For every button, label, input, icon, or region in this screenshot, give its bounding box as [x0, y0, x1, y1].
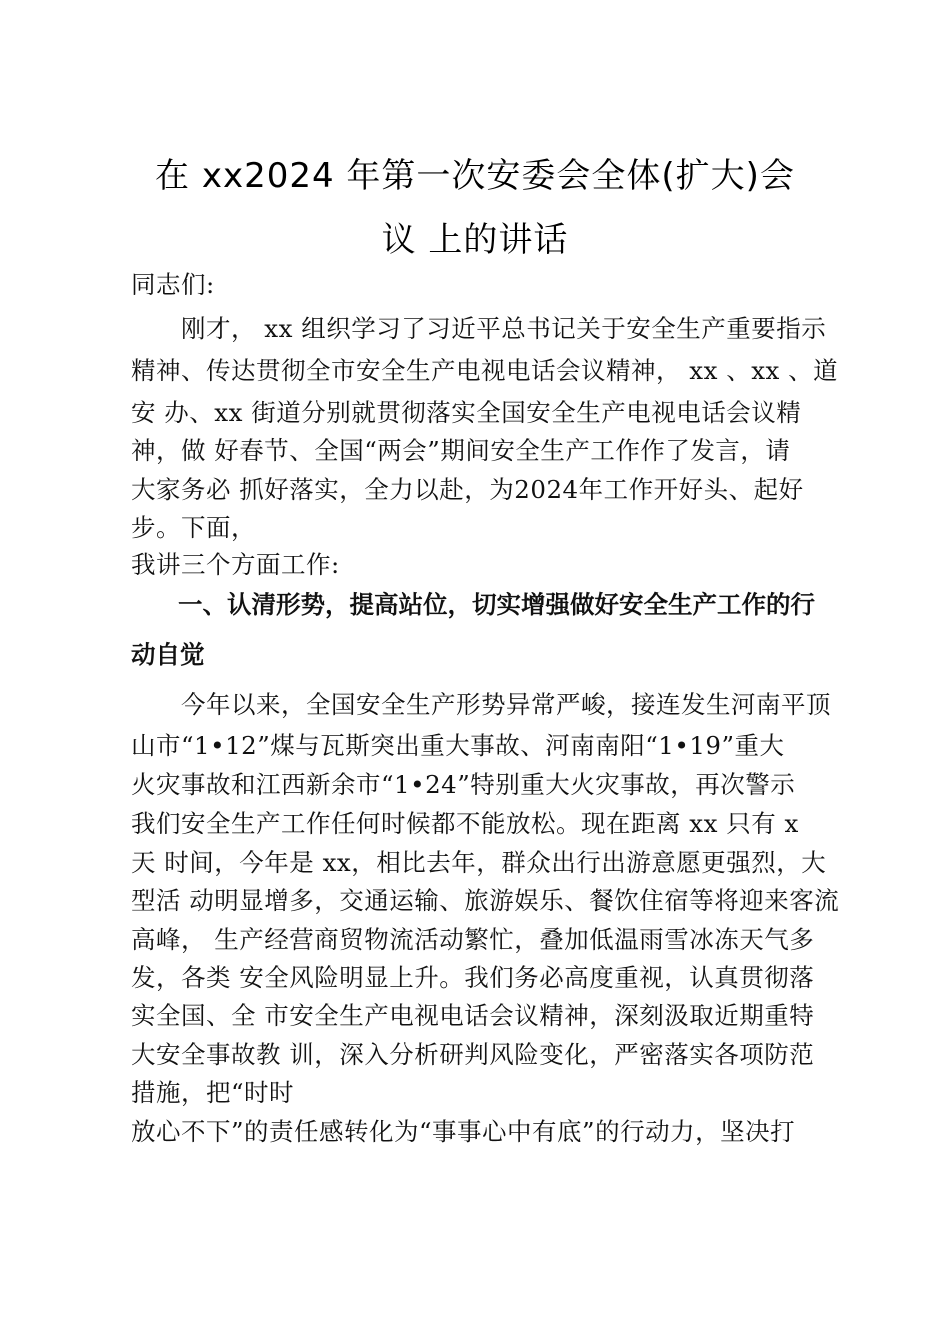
- section-heading-line-1: 一、认清形势，提高站位，切实增强做好安全生产工作的行: [178, 590, 815, 619]
- paragraph-1-line: 刚才， xx 组织学习了习近平总书记关于安全生产重要指示: [181, 314, 827, 343]
- paragraph-2-line: 山市“1•12”煤与瓦斯突出重大事故、河南南阳“1•19”重大: [131, 731, 785, 760]
- paragraph-2-line: 措施，把“时时: [131, 1078, 295, 1107]
- paragraph-2-line: 火灾事故和江西新余市“1•24”特别重大火灾事故，再次警示: [131, 770, 796, 799]
- paragraph-2-line: 发，各类 安全风险明显上升。我们务必高度重视，认真贯彻落: [131, 963, 815, 992]
- paragraph-2-line: 今年以来，全国安全生产形势异常严峻，接连发生河南平顶: [181, 690, 831, 719]
- paragraph-2-line: 高峰， 生产经营商贸物流活动繁忙，叠加低温雨雪冰冻天气多: [131, 925, 815, 954]
- paragraph-2-line: 天 时间，今年是 xx，相比去年，群众出行出游意愿更强烈，大: [131, 848, 827, 877]
- document-title-line-1: 在 xx2024 年第一次安委会全体(扩大)会: [155, 156, 795, 196]
- paragraph-1-line: 步。下面，: [131, 513, 256, 542]
- paragraph-1-line: 神，做 好春节、全国“两会”期间安全生产工作作了发言，请: [131, 436, 791, 465]
- paragraph-1-line: 我讲三个方面工作:: [131, 550, 340, 579]
- salutation: 同志们:: [131, 270, 215, 299]
- paragraph-2-line: 放心不下”的责任感转化为“事事心中有底”的行动力，坚决打: [131, 1117, 796, 1146]
- paragraph-2-line: 我们安全生产工作任何时候都不能放松。现在距离 xx 只有 x: [131, 809, 799, 838]
- section-heading-line-2: 动自觉: [131, 640, 205, 669]
- paragraph-1-line: 精神、传达贯彻全市安全生产电视电话会议精神， xx 、xx 、道: [131, 356, 839, 385]
- paragraph-2-line: 型活 动明显增多，交通运输、旅游娱乐、餐饮住宿等将迎来客流: [131, 886, 840, 915]
- paragraph-1-line: 安 办、xx 街道分别就贯彻落实全国安全生产电视电话会议精: [131, 398, 802, 427]
- paragraph-2-line: 大安全事故教 训，深入分析研判风险变化，严密落实各项防范: [131, 1040, 815, 1069]
- paragraph-1-line: 大家务必 抓好落实，全力以赴，为2024年工作开好头、起好: [131, 475, 804, 504]
- paragraph-2-line: 实全国、全 市安全生产电视电话会议精神，深刻汲取近期重特: [131, 1001, 815, 1030]
- document-title-line-2: 议 上的讲话: [381, 220, 569, 260]
